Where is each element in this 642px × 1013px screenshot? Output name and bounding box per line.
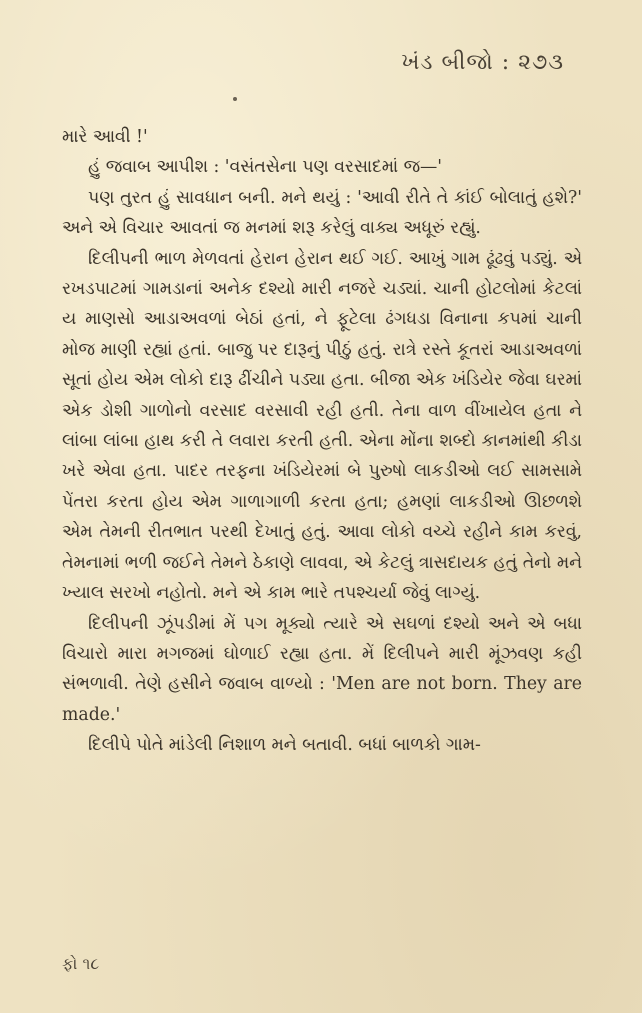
running-head: ખંડ બીજો : ૨૭૩ bbox=[401, 50, 564, 75]
paragraph: હું જવાબ આપીશ : 'વસંતસેના પણ વરસાદમાં જ—' bbox=[88, 157, 443, 178]
paragraph: મારે આવી !' bbox=[62, 127, 148, 147]
ink-speck bbox=[233, 97, 237, 101]
paragraph: દિલીપે પોતે માંડેલી નિશાળ મને બતાવી. બધાં બાળકો ગામ- bbox=[88, 735, 481, 756]
body-text bbox=[62, 122, 582, 761]
paragraph: દિલીપની ભાળ મેળવતાં હેરાન હેરાન થઈ ગઈ. આખું ગામ ઢૂંઢવું પડ્યું. એ રખડપાટમાં ગામડાનાં અનેક દશ્યો મારી નજરે ચડ્યાં. ચાની હોટલોમાં કેટલાં ય માણસો આડાઅવળાં બેઠાં હતાં, ને ફૂટેલા ઢંગધડા વિનાના કપમાં ચાની મોજ માણી રહ્યાં હતાં. બાજુ પર દારૂનું પીઠું હતું. રાત્રે રસ્તે કૂતરાં આડાઅવળાં સૂતાં હોય એમ લોકો દારૂ ઢીંચીને પડ્યા હતા. બીજા એક ખંડિયેર જેવા ઘરમાં એક ડોશી ગાળોનો વરસાદ વરસાવી રહી હતી. તેના વાળ વીંખાયેલ હતા ને લાંબા લાંબા હાથ કરી તે લવારા કરતી હતી. એના મોંના શબ્દો કાનમાંથી કીડા ખરે એવા હતા. પાદર તરફના ખંડિયેરમાં બે પુરુષો લાકડીઓ લઈ સામસામે પેંતરા કરતા હોય એમ ગાળાગાળી કરતા હતા; હમણાં લાકડીઓ ઊછળશે એમ તેમની રીતભાત પરથી દેખાતું હતું. આવા લોકો વચ્ચે રહીને કામ કરવું, તેમનામાં ભળી જઈને તેમને ઠેકાણે લાવવા, એ કેટલું ત્રાસદાયક હતું તેનો મને ખ્યાલ સરખો નહોતો. મને એ કામ ભારે તપશ્ચર્યા જેવું લાગ્યું. bbox=[62, 248, 582, 604]
printer-signature: ફો ૧૮ bbox=[62, 954, 100, 973]
paragraph: પણ તુરત હું સાવધાન બની. મને થયું : 'આવી રીતે તે કાંઈ બોલાતું હશે?' અને એ વિચાર આવતાં જ મનમાં શરૂ કરેલું વાક્ય અધૂરું રહ્યું. bbox=[62, 187, 582, 239]
paragraph: દિલીપની ઝૂંપડીમાં મેં પગ મૂક્યો ત્યારે એ સઘળાં દશ્યો અને એ બધા વિચારો મારા મગજમાં ઘોળાઈ રહ્યા હતા. મેં દિલીપને મારી મૂંઝવણ કહી સંભળાવી. તેણે હસીને જવાબ વાળ્યો : 'Men are not born. They are made.' bbox=[62, 613, 582, 725]
